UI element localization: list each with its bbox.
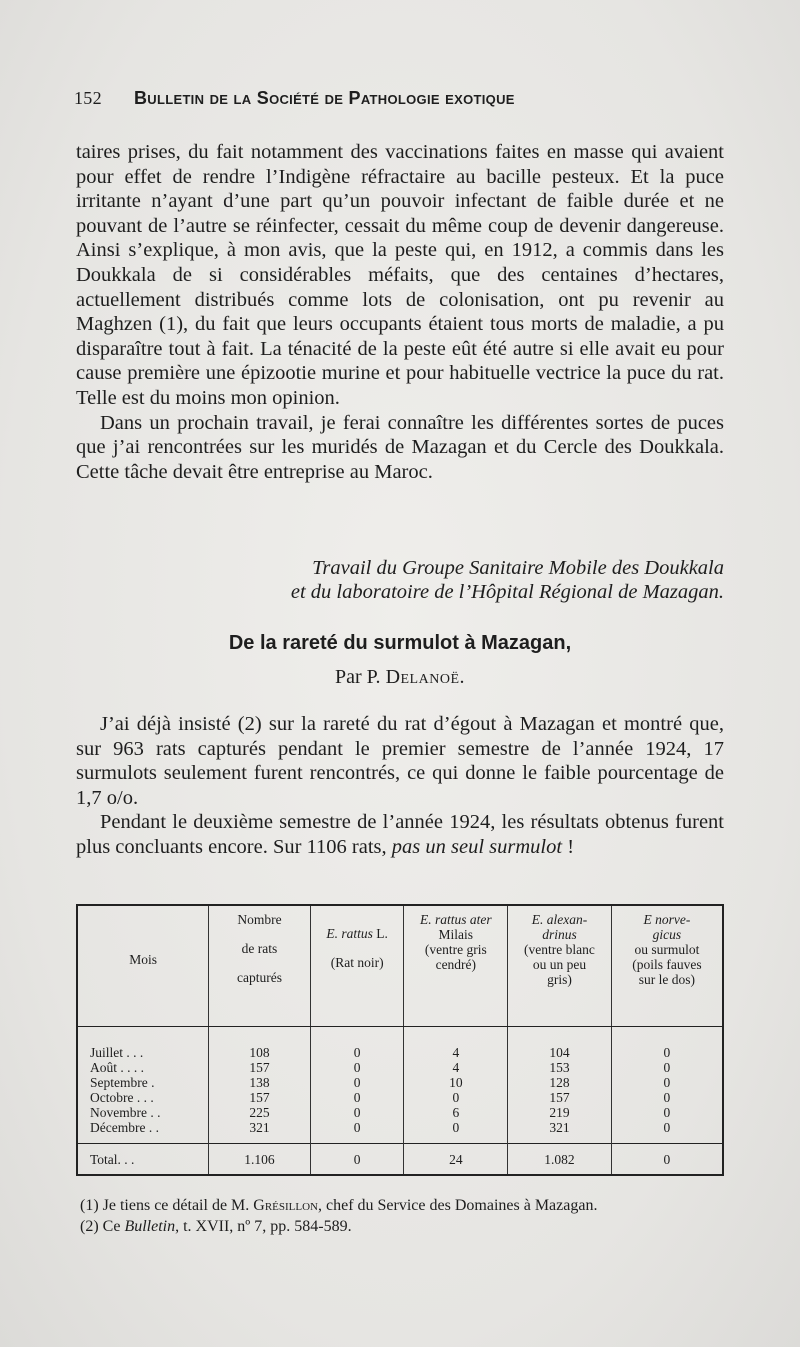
credit-line-2: et du laboratoire de l’Hôpital Régional de Mazagan. [290,581,724,603]
table-header-row [77,905,723,1027]
cell-alex: 104 [508,1027,612,1061]
cell-norv: 0 [611,1120,723,1144]
total-norv: 0 [611,1144,723,1176]
cell-ater: 4 [404,1027,508,1061]
cell-rattus: 0 [310,1090,404,1105]
cell-ater: 0 [404,1120,508,1144]
article-title: De la rareté du surmulot à Mazagan, [228,632,572,654]
second-semester-text: Pendant le deuxième semestre de l’année 1924, les résultats obtenus furent plus concluants encore. Sur 1106 rats, [76,811,724,858]
work-credit [76,556,724,604]
cell-nombre: 138 [209,1075,311,1090]
header-ater-name: E. rattus ater [419,912,492,927]
total-mois: Total. . . [77,1144,209,1176]
cell-mois: Novembre . . [90,1105,161,1120]
footnote-1-rest: , chef du Service des Domaines à Mazagan. [318,1197,598,1214]
running-header [74,88,734,109]
total-ater: 24 [404,1144,508,1176]
exclamation: ! [562,835,575,858]
cell-nombre: 321 [209,1120,311,1144]
cell-nombre: 157 [209,1060,311,1075]
cell-mois: Septembre . [90,1075,155,1090]
header-alexandrinus [508,905,612,1027]
header-rattus-author: L. [372,926,388,941]
cell-alex: 128 [508,1075,612,1090]
author-name: Delanoë. [385,666,465,688]
header-norvegicus [611,905,723,1027]
header-norv-desc2: (poils fauves [632,957,702,972]
cell-mois: Octobre . . . [90,1090,154,1105]
cell-norv: 0 [611,1105,723,1120]
cell-nombre: 108 [209,1027,311,1061]
cell-norv: 0 [611,1060,723,1075]
footnote-2-text: (2) Ce [80,1218,125,1235]
paragraph-previous-study: J’ai déjà insisté (2) sur la rareté du rat d’égout à Mazagan et montré que, sur 963 rats capturés pendant le premier semestre de l’année 1924, 17 surmulots seulement furent rencontrés, ce qui donne le faible pourcentage de 1,7 o/o. [76,713,724,809]
table-total-row [77,1144,723,1176]
footnote-2-bulletin: Bulletin [124,1218,176,1235]
cell-norv: 0 [611,1075,723,1090]
header-norv-name1: E norve- [643,912,691,927]
table-row [77,1075,723,1090]
header-alex-desc2: ou un peu [532,957,587,972]
header-rattus-name: E. rattus [326,926,373,941]
header-alex-name1: E. alexan- [531,912,588,927]
header-alex-name2: drinus [542,927,577,942]
total-rattus: 0 [310,1144,404,1176]
cell-rattus: 0 [310,1075,404,1090]
cell-rattus: 0 [310,1027,404,1061]
header-norv-desc1: ou surmulot [634,942,700,957]
header-nombre-line2: de rats [241,941,278,956]
table-row [77,1120,723,1144]
cell-mois: Août . . . . [90,1060,144,1075]
footnote-1-text: (1) Je tiens ce détail de M. [80,1197,254,1214]
table-row [77,1090,723,1105]
credit-line-1: Travail du Groupe Sanitaire Mobile des Doukkala [312,557,724,579]
cell-norv: 0 [611,1027,723,1061]
table-row [77,1105,723,1120]
table-row [77,1027,723,1061]
cell-rattus: 0 [310,1105,404,1120]
cell-ater: 10 [404,1075,508,1090]
header-rattus [310,905,404,1027]
header-nombre [209,905,311,1027]
header-nombre-line3: capturés [236,970,282,985]
cell-alex: 157 [508,1090,612,1105]
journal-title: Bulletin de la Société de Pathologie exotique [134,88,515,108]
paragraph-continuation: taires prises, du fait notamment des vaccinations faites en masse qui avaient pour effet de rendre l’Indigène réfractaire au bacille pesteux. Et la puce irritante n’ayant d’une part qu’un pouvoir infectant de faible durée et ne pouvant de l’autre se réinfecter, cessait du même coup de devenir dangereuse. Ainsi s’explique, à mon avis, que la peste qui, en 1912, a commis dans les Doukkala de si considérables méfaits, que des centaines d’hectares, actuellement distribués comme lots de colonisation, ont pu revenir au Maghzen (1), du fait que leurs occupants étaient tous morts de maladie, a pu disparaître tout à fait. La ténacité de la peste eût été autre si elle avait eu pour cause première une épizootie murine et pour habituelle vectrice la puce du rat. Telle est du moins mon opinion. [76,141,724,409]
cell-ater: 0 [404,1090,508,1105]
table-row [77,1060,723,1075]
cell-alex: 153 [508,1060,612,1075]
header-ater-desc2: cendré) [435,957,477,972]
header-norv-desc3: sur le dos) [638,972,696,987]
cell-nombre: 157 [209,1090,311,1105]
body-text-top [76,140,724,484]
header-rattus-ater [404,905,508,1027]
header-alex-desc3: gris) [547,972,572,987]
paragraph-next-work: Dans un prochain travail, je ferai connaître les différentes sortes de puces que j’ai rencontrées sur les muridés de Mazagan et du Cercle des Doukkala. Cette tâche devait être entreprise au Maroc. [76,411,724,483]
header-alex-desc1: (ventre blanc [524,942,595,957]
total-alex: 1.082 [508,1144,612,1176]
cell-mois: Décembre . . [90,1120,159,1135]
footnote-2 [80,1216,730,1237]
cell-norv: 0 [611,1090,723,1105]
page-number: 152 [74,88,102,108]
body-text-article [76,712,724,860]
cell-rattus: 0 [310,1120,404,1144]
footnotes [80,1195,730,1237]
cell-ater: 4 [404,1060,508,1075]
cell-rattus: 0 [310,1060,404,1075]
header-ater-author: Milais [438,927,474,942]
cell-alex: 321 [508,1120,612,1144]
header-nombre-line1: Nombre [237,912,282,927]
header-ater-desc1: (ventre gris [424,942,487,957]
cell-mois: Juillet . . . [90,1045,144,1060]
cell-ater: 6 [404,1105,508,1120]
header-rattus-desc: (Rat noir) [330,955,384,970]
author-prefix: Par P. [334,666,381,688]
paragraph-second-semester [76,810,724,859]
footnote-1 [80,1195,730,1216]
footnote-1-name: Grésillon [253,1197,318,1214]
no-surmulot-emphasis: pas un seul surmulot [391,835,563,858]
total-nombre: 1.106 [209,1144,311,1176]
footnote-2-rest: , t. XVII, nº 7, pp. 584-589. [175,1218,352,1235]
header-mois: Mois [77,905,209,1027]
header-norv-name2: gicus [652,927,682,942]
cell-alex: 219 [508,1105,612,1120]
rat-capture-table [76,904,724,1176]
article-author [0,666,800,689]
cell-nombre: 225 [209,1105,311,1120]
